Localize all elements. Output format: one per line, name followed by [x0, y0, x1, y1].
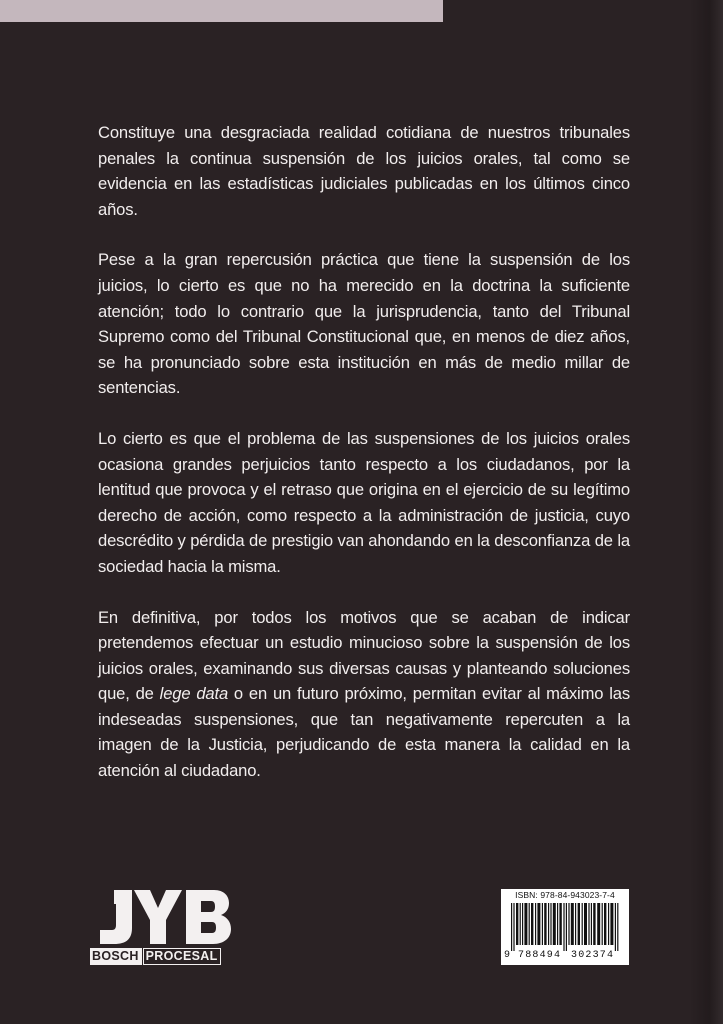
procesal-label: PROCESAL: [143, 948, 221, 965]
barcode-digits-left: 788494: [518, 950, 562, 961]
back-cover-text: [98, 120, 630, 784]
paragraph-3: Lo cierto es que el problema de las suspensiones de los juicios orales ocasiona grandes perjuicios tanto respecto a los ciudadanos, por la lentitud que provoca y el retraso que origina en el ejercicio de su legítimo derecho de acción, como respecto a la administración de justicia, cuyo descrédito y pérdida de prestigio van ahondando en la desconfianza de la sociedad hacia la misma.: [98, 428, 630, 576]
jyb-logo-mark: [98, 888, 232, 946]
barcode-digit-first: 9: [504, 950, 511, 961]
paragraph-4-start: En definitiva, por todos los motivos que se acaban de indicar pretendemos efectuar un estudio minucioso sobre la suspensión de los juicios orales, examinando sus diversas causas y planteando soluciones que, de: [98, 607, 630, 704]
bosch-procesal-label: [90, 948, 221, 965]
lege-data-italic: lege data: [159, 684, 229, 704]
isbn-barcode: [501, 889, 629, 965]
bosch-label: BOSCH: [90, 948, 142, 965]
barcode-bars: [511, 903, 621, 951]
paragraph-1: Constituye una desgraciada realidad cotidiana de nuestros tribunales penales la continua suspensión de los juicios orales, tal como se evidencia en las estadísticas judiciales publicadas en los últimos cinco años.: [98, 123, 630, 219]
barcode-digits-right: 302374: [571, 950, 615, 961]
isbn-text: ISBN: 978-84-943023-7-4: [515, 890, 615, 900]
paragraph-2: Pese a la gran repercusión práctica que tiene la suspensión de los juicios, lo cierto es que no ha merecido en la doctrina la suficiente atención; todo lo contrario que la jurisprudencia, tanto del Tribunal Supremo como del Tribunal Constitucional que, en menos de diez años, se ha pronunciado sobre esta institución en más de medio millar de sentencias.: [98, 250, 630, 398]
publisher-logo: [90, 888, 240, 968]
top-color-band: [0, 0, 443, 22]
paragraph-4-end: o en un futuro próximo, permitan evitar al máximo las indeseadas suspensiones, que tan negativamente repercuten a la imagen de la Justicia, perjudicando de esta manera la calidad en la atención al ciudadano.: [98, 684, 630, 781]
spine-shadow: [689, 0, 723, 1024]
paragraph-4: [98, 605, 630, 784]
